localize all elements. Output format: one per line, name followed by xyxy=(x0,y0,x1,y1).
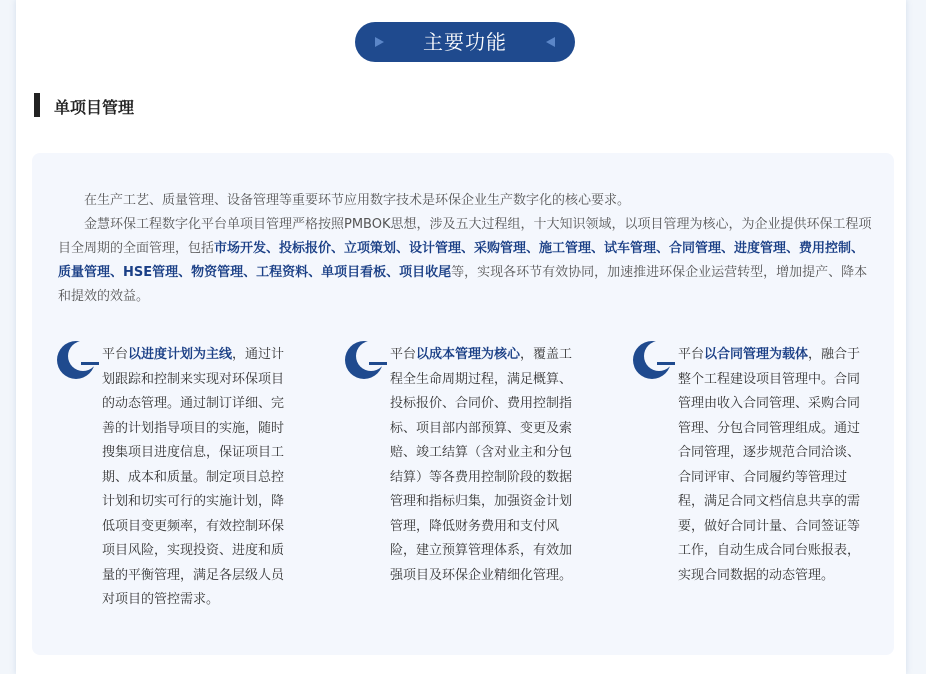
pill-title: 主要功能 xyxy=(423,30,507,54)
feature-column-contract xyxy=(634,343,866,588)
intro-tail: 等，实现各环节有效协同，加速推进环保企业运营转型，增加提产、降本和提效的效益。 xyxy=(58,265,868,304)
feature-body: ，覆盖工程全生命周期过程，满足概算、投标报价、合同价、费用控制指标、项目部内部预算、变更及索赔、竣工结算（含对业主和分包结算）等各费用控制阶段的数据管理和指标归集，加强资金计划管理，降低财务费用和支付风险，建立预算管理体系，有效加强项目及环保企业精细化管理。 xyxy=(390,347,573,583)
right-arrow-icon xyxy=(375,37,384,47)
feature-highlight: 以进度计划为主线 xyxy=(128,347,233,362)
section-marker xyxy=(34,93,40,117)
content-page xyxy=(16,0,906,674)
feature-body: ，通过计划跟踪和控制来实现对环保项目的动态管理。通过制订详细、完善的计划指导项目的实施，随时搜集项目进度信息，保证项目工期、成本和质量。制定项目总控计划和切实可行的实施计划，降低项目变更频率，有效控制环保项目风险，实现投资、进度和质量的平衡管理，满足各层级人员对项目的管控需求。 xyxy=(102,347,285,607)
intro-text xyxy=(58,189,873,309)
feature-column-cost xyxy=(346,343,578,588)
module-list: 市场开发、投标报价、立项策划、设计管理、采购管理、施工管理、试车管理、合同管理、进度管理、费用控制、质量管理、HSE管理、物资管理、工程资料、单项目看板、项目收尾 xyxy=(58,241,865,280)
crescent-logo-icon xyxy=(630,338,678,386)
feature-body: ，融合于整个工程建设项目管理中。合同管理由收入合同管理、采购合同管理、分包合同管理组成。通过合同管理，逐步规范合同洽谈、合同评审、合同履约等管理过程，满足合同文档信息共享的需要，做好合同计量、合同签证等工作，自动生成合同台账报表，实现合同数据的动态管理。 xyxy=(678,347,861,583)
crescent-logo-icon xyxy=(342,338,390,386)
content-panel xyxy=(32,153,894,655)
intro-paragraph-2 xyxy=(58,213,873,309)
section-title: 单项目管理 xyxy=(54,98,135,117)
feature-prefix: 平台 xyxy=(678,347,705,362)
section-header-pill xyxy=(355,22,575,62)
intro-paragraph-1: 在生产工艺、质量管理、设备管理等重要环节应用数字技术是环保企业生产数字化的核心要求。 xyxy=(84,193,631,208)
feature-highlight: 以合同管理为载体 xyxy=(704,347,809,362)
intro-lead: 金慧环保工程数字化平台单项目管理严格按照PMBOK思想，涉及五大过程组，十大知识领域，以项目管理为核心，为企业提供环保工程项目全周期的全面管理，包括 xyxy=(58,217,872,256)
feature-prefix: 平台 xyxy=(390,347,417,362)
feature-column-schedule xyxy=(58,343,290,613)
left-arrow-icon xyxy=(546,37,555,47)
crescent-logo-icon xyxy=(54,338,102,386)
feature-prefix: 平台 xyxy=(102,347,129,362)
feature-highlight: 以成本管理为核心 xyxy=(416,347,521,362)
